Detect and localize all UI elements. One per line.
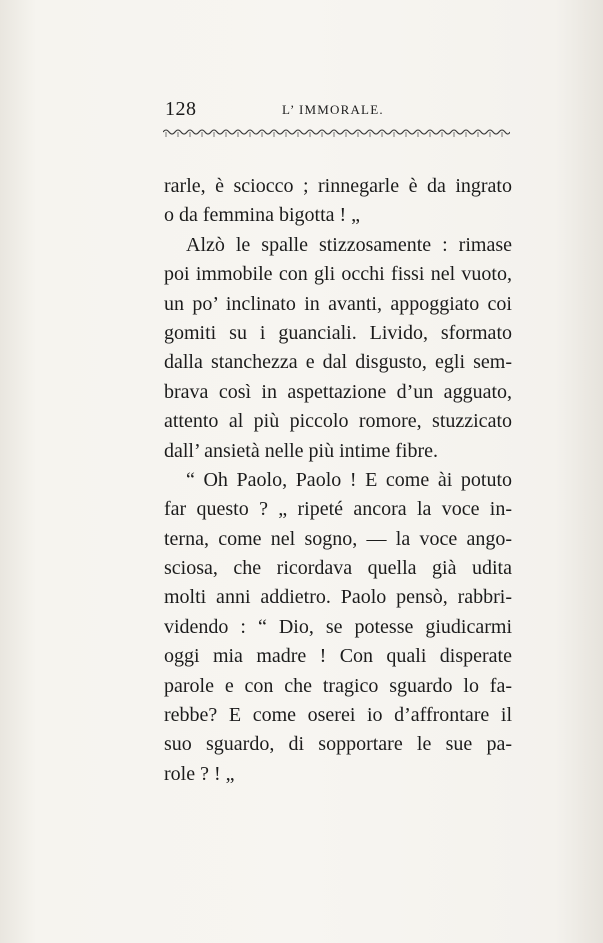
text-line: “ Oh Paolo, Paolo ! E come ài potuto (186, 468, 512, 491)
text-line: oggi mia madre ! Con quali disperate (164, 645, 512, 668)
text-line: far questo ? „ ripeté ancora la voce in- (164, 498, 512, 521)
running-title: L’ IMMORALE. (282, 102, 384, 117)
text-line: molti anni addietro. Paolo pensò, rabbri- (164, 586, 512, 609)
text-line: poi immobile con gli occhi fissi nel vuoto, (164, 263, 512, 286)
text-line: rebbe? E come oserei io d’affrontare il (164, 704, 512, 727)
text-line: dalla stanchezza e dal disgusto, egli sem- (164, 351, 512, 374)
body-text (164, 172, 512, 789)
text-line: videndo : “ Dio, se potesse giudicarmi (164, 615, 512, 638)
decorative-rule-ornament (163, 127, 510, 139)
text-line: Alzò le spalle stizzosamente : rimase (186, 233, 512, 256)
text-line: dall’ ansietà nelle più intime fibre. (164, 439, 438, 462)
text-line: gomiti su i guanciali. Livido, sformato (164, 321, 512, 344)
page-number: 128 (165, 98, 197, 120)
text-line: attento al più piccolo romore, stuzzicato (164, 410, 512, 433)
text-line: parole e con che tragico sguardo lo fa- (164, 674, 512, 697)
text-line: rarle, è sciocco ; rinnegarle è da ingrato (164, 175, 512, 197)
text-line: suo sguardo, di sopportare le sue pa- (164, 733, 512, 756)
page-header (165, 98, 510, 122)
text-line: un po’ inclinato in avanti, appoggiato coi (164, 292, 512, 315)
text-line: o da femmina bigotta ! „ (164, 204, 361, 227)
text-line: role ? ! „ (164, 762, 235, 785)
text-line: brava così in aspettazione d’un agguato, (164, 380, 512, 403)
text-line: sciosa, che ricordava quella già udita (164, 557, 512, 580)
text-line: terna, come nel sogno, — la voce ango- (164, 527, 512, 550)
